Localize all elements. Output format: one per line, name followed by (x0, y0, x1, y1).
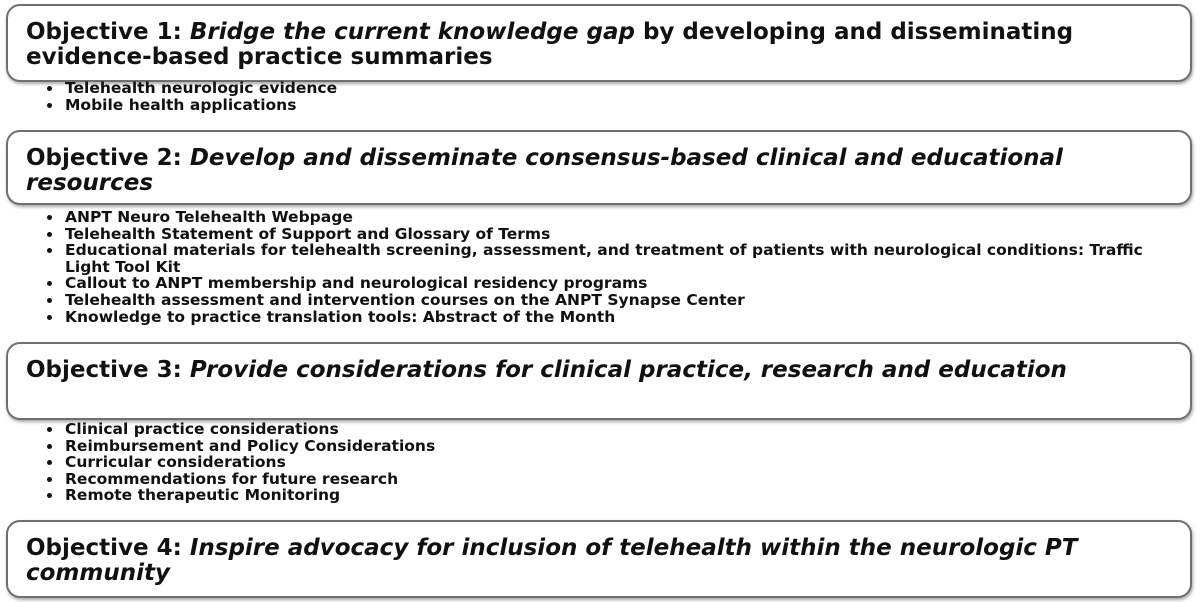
objective-3-bullets (44, 421, 435, 504)
list-item: Telehealth Statement of Support and Glossary of Terms (44, 226, 1154, 243)
objective-3-label: Objective 3: (26, 357, 182, 383)
list-item: Telehealth neurologic evidence (44, 80, 337, 97)
objective-1-label: Objective 1: (26, 19, 182, 45)
objective-4-emphasis: Inspire advocacy for inclusion of telehealth within the neurologic PT community (26, 535, 1078, 586)
list-item: Recommendations for future research (44, 471, 435, 488)
objective-1-box (6, 4, 1192, 82)
objective-2-bullets (44, 209, 1154, 325)
list-item: Knowledge to practice translation tools: Abstract of the Month (44, 309, 1154, 326)
objective-1-emphasis: Bridge the current knowledge gap (189, 19, 635, 45)
objective-2-label: Objective 2: (26, 145, 182, 171)
objective-4-label: Objective 4: (26, 535, 182, 561)
list-item: Reimbursement and Policy Considerations (44, 438, 435, 455)
list-item: Remote therapeutic Monitoring (44, 487, 435, 504)
list-item: Mobile health applications (44, 97, 337, 114)
objective-3-emphasis: Provide considerations for clinical practice, research and education (189, 357, 1067, 383)
list-item: Clinical practice considerations (44, 421, 435, 438)
list-item: ANPT Neuro Telehealth Webpage (44, 209, 1154, 226)
objective-1-rest: by developing and disseminating evidence-based practice summaries (26, 19, 1074, 70)
list-item: Callout to ANPT membership and neurological residency programs (44, 275, 1154, 292)
objective-2-box (6, 130, 1192, 205)
list-item: Educational materials for telehealth screening, assessment, and treatment of patients with neurological conditions: Traffic Light Tool Kit (44, 242, 1154, 275)
objective-2-emphasis: Develop and disseminate consensus-based clinical and educational resources (26, 145, 1063, 196)
list-item: Curricular considerations (44, 454, 435, 471)
objective-4-box (6, 520, 1192, 598)
list-item: Telehealth assessment and intervention courses on the ANPT Synapse Center (44, 292, 1154, 309)
objective-3-box (6, 342, 1192, 420)
objective-1-bullets (44, 80, 337, 113)
